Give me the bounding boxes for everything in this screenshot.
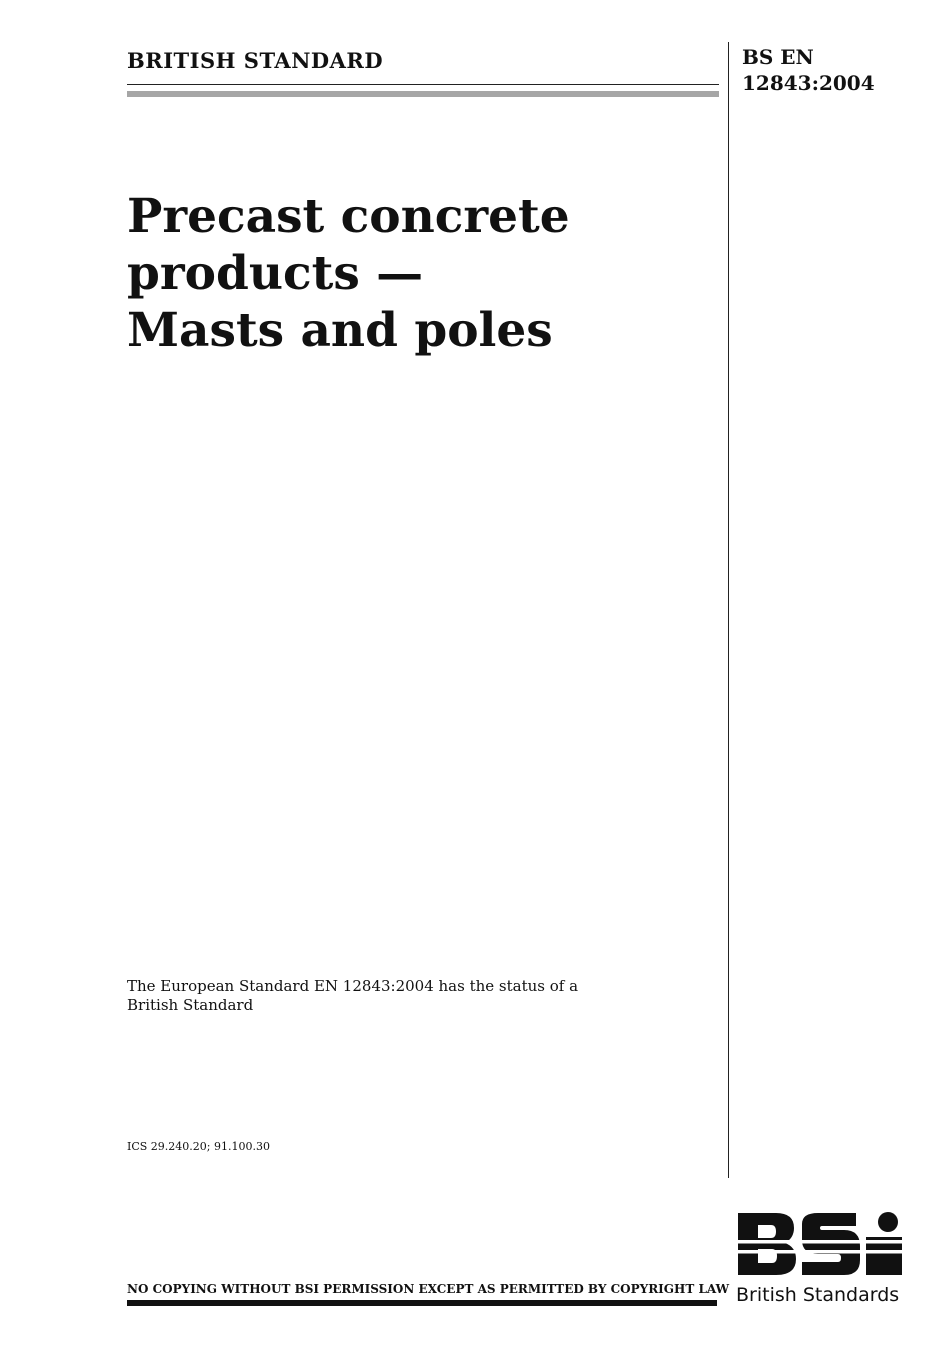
side-rule [728, 42, 729, 1178]
title-line3: Masts and poles [127, 303, 553, 358]
document-title [127, 188, 570, 359]
status-line2: British Standard [127, 996, 254, 1014]
ics-code: ICS 29.240.20; 91.100.30 [127, 1140, 270, 1153]
title-line2: products — [127, 246, 424, 301]
title-line1: Precast concrete [127, 189, 570, 244]
footer-rule [127, 1300, 717, 1306]
standard-number-line1: BS EN [742, 45, 814, 69]
bsi-wordmark: British Standards [736, 1284, 900, 1306]
standard-number-line2: 12843:2004 [742, 71, 875, 95]
standard-number [742, 44, 875, 96]
status-line1: The European Standard EN 12843:2004 has the status of a [127, 977, 579, 995]
bsi-logo [736, 1210, 906, 1310]
status-statement [127, 977, 578, 1015]
header-rule-thick [127, 91, 719, 97]
bsi-logo-mark-icon [736, 1210, 906, 1280]
copyright-notice: NO COPYING WITHOUT BSI PERMISSION EXCEPT AS PERMITTED BY COPYRIGHT LAW [127, 1282, 730, 1296]
header-rule-thin [127, 84, 719, 85]
header-label: BRITISH STANDARD [127, 48, 384, 73]
